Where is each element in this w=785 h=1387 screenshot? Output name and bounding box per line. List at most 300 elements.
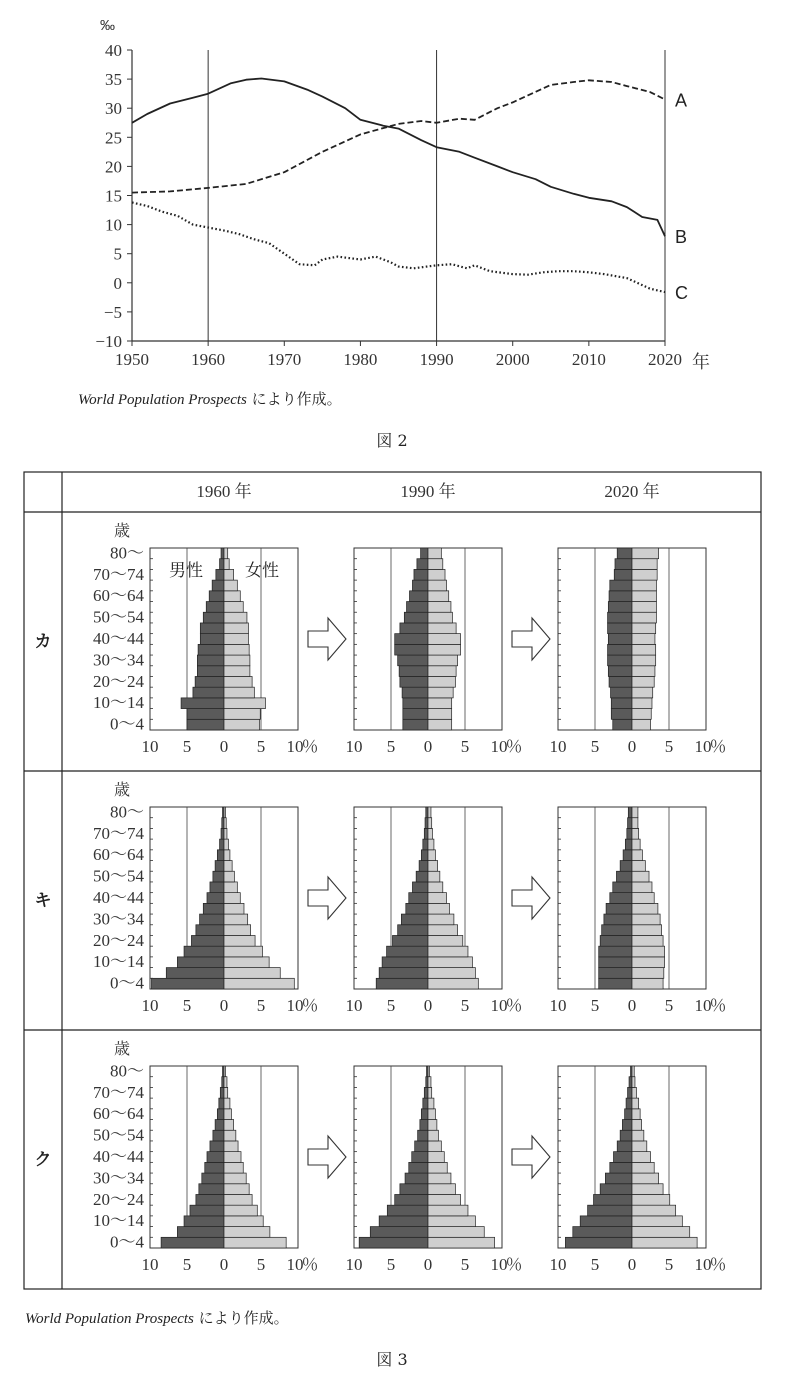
fig3-x-tick-label: 5 [182, 737, 192, 756]
fig3-bar-female [224, 634, 248, 645]
fig3-bar-female [224, 828, 227, 839]
fig3-bar-male [594, 1194, 632, 1205]
fig3-bar-male [412, 1152, 428, 1163]
fig3-bar-female [632, 871, 649, 882]
fig2-ytick-label: 5 [113, 244, 122, 264]
fig3-bar-female [632, 719, 651, 730]
fig3-age-tick-label: 50～54 [93, 1125, 144, 1145]
fig3-bar-female [224, 978, 294, 989]
fig3-age-tick-label: 0～4 [110, 1232, 144, 1252]
fig3-bar-male [609, 591, 632, 602]
fig2-ytick-label: −5 [103, 302, 122, 322]
fig3-bar-female [428, 666, 456, 677]
fig3-x-tick-label: 10 [345, 996, 363, 1015]
fig3-bar-female [632, 1205, 676, 1216]
fig3-bar-female [224, 839, 228, 850]
fig3-bar-female [632, 903, 658, 914]
fig3-bar-female [224, 1077, 227, 1088]
fig3-bar-male [599, 968, 632, 979]
fig3-x-tick-label: 5 [590, 1255, 600, 1274]
fig3-bar-female [224, 623, 248, 634]
fig3-x-tick-label: 10 [286, 737, 304, 756]
fig2-line-chart [0, 0, 785, 380]
fig3-bar-female [224, 807, 225, 818]
fig3-pyramid-2-2 [346, 807, 523, 1015]
fig3-bar-male [409, 1162, 428, 1173]
fig3-bar-male [420, 1120, 428, 1131]
fig3-bar-female [632, 957, 665, 968]
fig3-bar-female [428, 861, 438, 872]
fig3-pyramid-grid [0, 460, 785, 1300]
fig3-bar-male [203, 903, 224, 914]
fig3-bar-male [588, 1205, 632, 1216]
fig3-x-unit: ％ [505, 996, 523, 1015]
fig3-x-unit: ％ [301, 996, 319, 1015]
fig3-bar-male [614, 569, 632, 580]
fig3-bar-male [399, 666, 428, 677]
fig3-bar-male [421, 850, 428, 861]
fig3-bar-female [224, 655, 250, 666]
fig3-x-unit: ％ [505, 1255, 523, 1274]
fig3-bar-male [395, 1194, 428, 1205]
fig3-age-tick-label: 10～14 [93, 952, 144, 972]
fig3-bar-male [200, 623, 224, 634]
fig3-bar-male [376, 978, 428, 989]
fig3-bar-female [632, 1227, 690, 1238]
fig2-x-unit-label: 年 [692, 352, 710, 372]
fig3-bar-male [611, 698, 632, 709]
fig3-age-tick-label: 80～ [110, 1061, 144, 1081]
fig3-x-tick-label: 5 [664, 996, 674, 1015]
fig3-bar-male [212, 580, 224, 591]
fig3-bar-female [632, 623, 656, 634]
fig3-bar-male [600, 1184, 632, 1195]
fig3-bar-male [403, 698, 428, 709]
fig3-age-unit-label: 歳 [113, 782, 131, 799]
fig3-bar-male [191, 935, 224, 946]
fig3-age-tick-label: 20～24 [93, 1189, 144, 1209]
fig3-x-tick-label: 5 [460, 996, 470, 1015]
fig3-bar-male [403, 719, 428, 730]
fig3-bar-male [626, 1098, 632, 1109]
fig3-x-tick-label: 5 [664, 1255, 674, 1274]
fig3-x-tick-label: 0 [219, 737, 229, 756]
fig3-age-tick-label: 80～ [110, 543, 144, 563]
fig3-bar-female [428, 925, 458, 936]
fig3-bar-male [216, 569, 224, 580]
fig3-bar-female [632, 1173, 659, 1184]
fig3-bar-female [224, 871, 234, 882]
fig3-bar-male [610, 580, 632, 591]
fig3-bar-female [224, 893, 240, 904]
fig3-bar-male [400, 1184, 428, 1195]
fig3-bar-female [224, 968, 280, 979]
fig3-bar-female [224, 850, 230, 861]
fig3-age-tick-label: 0～4 [110, 973, 144, 993]
fig3-bar-female [632, 666, 655, 677]
fig3-age-tick-label: 30～34 [93, 909, 144, 929]
fig3-x-tick-label: 10 [345, 1255, 363, 1274]
fig3-bar-female [224, 687, 254, 698]
fig3-bar-female [428, 1184, 455, 1195]
fig3-bar-male [412, 580, 428, 591]
fig3-bar-male [387, 946, 428, 957]
fig3-bar-male [387, 1205, 428, 1216]
fig3-bar-male [197, 655, 224, 666]
fig3-x-tick-label: 5 [664, 737, 674, 756]
fig3-x-tick-label: 0 [423, 996, 433, 1015]
fig3-caption-source: World Population Prospects [25, 1311, 194, 1327]
fig3-arrow-icon [308, 618, 346, 660]
fig3-age-tick-label: 70～74 [93, 1082, 144, 1102]
fig3-x-tick-label: 10 [141, 737, 159, 756]
fig3-bar-male [608, 666, 632, 677]
fig2-ytick-label: 25 [105, 128, 122, 148]
fig3-bar-female [428, 871, 440, 882]
fig2-ytick-label: 40 [105, 41, 122, 60]
fig3-bar-male [608, 644, 632, 655]
fig3-bar-male [580, 1216, 632, 1227]
fig3-bar-female [428, 580, 447, 591]
fig3-pyramid-2-1 [142, 807, 319, 1015]
fig3-bar-female [224, 676, 252, 687]
fig3-bar-female [632, 1237, 697, 1248]
fig3-bar-female [224, 818, 226, 829]
fig3-bar-male [219, 1098, 224, 1109]
fig3-bar-female [224, 602, 243, 613]
fig3-age-tick-label: 60～64 [93, 586, 144, 606]
fig3-bar-female [632, 687, 653, 698]
fig3-bar-male [379, 1216, 428, 1227]
fig3-bar-female [428, 623, 456, 634]
fig3-bar-female [428, 1109, 435, 1120]
fig3-bar-male [625, 839, 632, 850]
fig3-bar-male [418, 1130, 428, 1141]
fig3-bar-male [195, 676, 224, 687]
fig3-column-header: 1990 年 [400, 482, 456, 501]
fig3-bar-female [632, 1141, 647, 1152]
fig3-bar-female [428, 1205, 468, 1216]
fig3-bar-female [632, 978, 663, 989]
fig2-ytick-label: 20 [105, 157, 122, 177]
fig3-x-tick-label: 10 [694, 737, 712, 756]
fig3-bar-male [177, 1227, 224, 1238]
fig3-bar-male [200, 634, 224, 645]
fig3-bar-male [610, 893, 632, 904]
fig3-bar-male [421, 548, 428, 559]
fig3-bar-female [428, 548, 441, 559]
fig3-bar-female [632, 882, 652, 893]
fig3-age-tick-label: 60～64 [93, 1104, 144, 1124]
fig2-ytick-label: 10 [105, 215, 122, 235]
fig3-bar-male [161, 1237, 224, 1248]
fig3-bar-male [622, 1120, 632, 1131]
fig2-xtick-label: 1960 [191, 350, 226, 369]
fig3-x-tick-label: 5 [386, 737, 396, 756]
fig3-bar-male [221, 548, 224, 559]
fig3-x-tick-label: 5 [182, 996, 192, 1015]
fig3-bar-female [632, 861, 645, 872]
fig2-xtick-label: 1980 [343, 350, 378, 369]
fig3-bar-female [632, 1077, 635, 1088]
fig3-bar-female [632, 548, 659, 559]
fig3-bar-female [428, 935, 463, 946]
fig3-x-tick-label: 10 [345, 737, 363, 756]
fig3-bar-female [428, 612, 452, 623]
fig3-age-tick-label: 30～34 [93, 650, 144, 670]
fig3-bar-male [213, 871, 224, 882]
fig3-bar-female [428, 1098, 434, 1109]
fig3-bar-female [632, 1152, 651, 1163]
fig3-column-header: 1960 年 [196, 482, 252, 501]
fig3-bar-male [615, 559, 632, 570]
fig3-bar-male [608, 655, 632, 666]
fig3-bar-male [617, 1141, 632, 1152]
fig3-bar-female [224, 1205, 257, 1216]
fig3-bar-female [428, 828, 432, 839]
fig3-arrow-icon [308, 877, 346, 919]
fig3-x-unit: ％ [301, 1255, 319, 1274]
fig3-bar-male [400, 676, 428, 687]
fig3-age-tick-label: 10～14 [93, 1211, 144, 1231]
fig3-x-tick-label: 0 [423, 1255, 433, 1274]
fig3-bar-male [623, 850, 632, 861]
fig3-bar-female [224, 1066, 225, 1077]
fig3-bar-female [632, 946, 665, 957]
fig3-age-tick-label: 0～4 [110, 714, 144, 734]
fig3-age-tick-label: 50～54 [93, 607, 144, 627]
fig3-bar-male [190, 1205, 224, 1216]
fig2-series-C [132, 203, 665, 293]
fig3-bar-female [224, 1173, 246, 1184]
fig3-bar-male [215, 1120, 224, 1131]
fig3-arrow-icon [308, 1136, 346, 1178]
fig2-ytick-label: 30 [105, 99, 122, 119]
fig3-bar-male [424, 828, 428, 839]
fig3-bar-female [632, 559, 657, 570]
fig3-x-tick-label: 5 [590, 737, 600, 756]
fig3-bar-male [196, 925, 224, 936]
fig3-bar-female [428, 698, 452, 709]
fig3-bar-male [197, 666, 224, 677]
fig3-bar-female [224, 698, 265, 709]
fig3-bar-male [412, 882, 428, 893]
fig3-bar-male [202, 1173, 224, 1184]
fig3-bar-male [608, 634, 632, 645]
fig3-bar-female [224, 719, 260, 730]
fig3-x-tick-label: 0 [219, 1255, 229, 1274]
fig3-bar-female [428, 850, 435, 861]
fig3-x-tick-label: 5 [256, 1255, 266, 1274]
fig2-ytick-label: 35 [105, 70, 122, 90]
fig3-bar-female [224, 1087, 228, 1098]
fig3-x-tick-label: 5 [256, 737, 266, 756]
fig3-x-tick-label: 0 [423, 737, 433, 756]
fig3-bar-female [224, 1098, 230, 1109]
fig3-bar-male [210, 882, 224, 893]
fig3-bar-female [224, 957, 269, 968]
fig3-x-tick-label: 10 [549, 996, 567, 1015]
fig3-x-tick-label: 10 [694, 996, 712, 1015]
fig3-bar-female [632, 602, 656, 613]
fig3-bar-male [199, 1184, 224, 1195]
fig3-bar-female [428, 882, 443, 893]
fig3-bar-female [632, 914, 660, 925]
fig3-bar-male [424, 1087, 428, 1098]
fig3-x-unit: ％ [505, 737, 523, 756]
fig3-bar-male [625, 1109, 632, 1120]
fig3-bar-female [428, 893, 447, 904]
fig3-bar-female [428, 1162, 447, 1173]
fig2-caption-source: World Population Prospects [78, 392, 247, 408]
fig3-bar-female [428, 676, 455, 687]
fig3-bar-male [398, 655, 428, 666]
fig3-bar-female [428, 1130, 438, 1141]
fig3-x-unit: ％ [301, 737, 319, 756]
fig3-bar-female [224, 1227, 270, 1238]
fig3-bar-male [209, 591, 224, 602]
fig2-caption-text: により作成。 [251, 390, 342, 408]
fig3-x-tick-label: 10 [490, 1255, 508, 1274]
fig2-label: 図 2 [376, 431, 408, 450]
fig3-bar-female [428, 1141, 441, 1152]
fig3-bar-male [608, 612, 632, 623]
fig3-bar-female [224, 925, 251, 936]
fig3-bar-female [224, 612, 247, 623]
fig3-bar-female [632, 968, 664, 979]
fig3-bar-female [224, 559, 229, 570]
fig3-x-tick-label: 10 [286, 996, 304, 1015]
fig3-bar-male [370, 1227, 428, 1238]
fig3-bar-female [632, 1066, 634, 1077]
fig3-x-tick-label: 10 [490, 996, 508, 1015]
fig3-bar-male [599, 946, 632, 957]
fig2-series-A [132, 80, 665, 192]
fig3-bar-female [428, 709, 452, 720]
fig3-x-tick-label: 5 [182, 1255, 192, 1274]
fig3-row-label: ク [34, 1150, 52, 1170]
fig2-xtick-label: 1970 [267, 350, 302, 369]
fig3-bar-female [428, 1152, 444, 1163]
fig3-bar-male [401, 914, 428, 925]
fig3-bar-female [428, 1173, 451, 1184]
fig3-x-tick-label: 0 [627, 996, 637, 1015]
fig3-bar-male [616, 871, 632, 882]
fig3-bar-male [602, 925, 632, 936]
fig3-x-tick-label: 5 [460, 737, 470, 756]
fig3-x-tick-label: 0 [219, 996, 229, 1015]
fig3-bar-female [632, 1184, 663, 1195]
fig2-series-B [132, 79, 665, 237]
fig3-age-tick-label: 70～74 [93, 823, 144, 843]
fig2-caption [78, 388, 342, 409]
fig3-bar-female [428, 968, 475, 979]
fig3-bar-female [224, 666, 250, 677]
fig3-bar-male [417, 559, 428, 570]
fig3-bar-male [405, 1173, 428, 1184]
fig3-bar-male [627, 828, 632, 839]
fig3-bar-male [409, 893, 428, 904]
fig3-bar-male [187, 719, 224, 730]
fig3-bar-female [428, 687, 453, 698]
fig2-series-label-B: B [675, 227, 688, 248]
fig3-x-tick-label: 5 [590, 996, 600, 1015]
fig3-bar-female [632, 935, 663, 946]
fig3-bar-male [610, 1162, 632, 1173]
fig3-bar-male [392, 935, 428, 946]
fig3-bar-female [428, 818, 432, 829]
fig3-age-tick-label: 40～44 [93, 888, 144, 907]
fig3-bar-male [382, 957, 428, 968]
fig3-bar-female [632, 850, 642, 861]
fig3-bar-female [428, 1237, 495, 1248]
fig3-row-label: キ [34, 891, 52, 911]
fig3-bar-male [151, 978, 224, 989]
fig3-bar-female [632, 644, 656, 655]
fig3-bar-female [632, 893, 654, 904]
fig3-bar-female [632, 1130, 644, 1141]
fig3-arrow-icon [512, 877, 550, 919]
fig3-bar-female [632, 580, 656, 591]
fig3-bar-male [419, 861, 428, 872]
fig3-caption-text: により作成。 [198, 1309, 289, 1327]
fig3-bar-male [604, 914, 632, 925]
fig3-bar-male [410, 591, 429, 602]
fig3-x-tick-label: 10 [141, 996, 159, 1015]
fig3-bar-male [198, 644, 224, 655]
fig3-bar-male [395, 644, 428, 655]
fig2-series-label-C: C [675, 283, 688, 304]
fig3-bar-female [632, 698, 652, 709]
fig3-bar-female [632, 839, 640, 850]
fig3-bar-male [628, 1087, 632, 1098]
fig3-bar-male [605, 1173, 632, 1184]
fig3-bar-female [224, 946, 262, 957]
fig3-pyramid-3-1 [142, 1066, 319, 1274]
fig3-bar-male [611, 687, 632, 698]
fig3-age-unit-label: 歳 [113, 1041, 131, 1058]
fig3-bar-male [398, 925, 428, 936]
fig3-bar-female [224, 1216, 263, 1227]
fig3-bar-male [213, 1130, 224, 1141]
fig3-age-tick-label: 20～24 [93, 930, 144, 950]
fig3-bar-male [608, 623, 632, 634]
fig3-bar-female [632, 655, 656, 666]
fig3-bar-male [205, 1162, 224, 1173]
fig3-bar-male [220, 559, 224, 570]
fig3-bar-female [428, 946, 468, 957]
fig3-x-tick-label: 5 [386, 996, 396, 1015]
fig3-bar-female [224, 548, 228, 559]
fig2-xtick-label: 1990 [419, 350, 454, 369]
fig2-series-label-A: A [675, 90, 688, 111]
fig3-age-tick-label: 70～74 [93, 564, 144, 584]
fig2-ytick-label: −10 [95, 332, 122, 351]
fig3-bar-female [224, 1109, 231, 1120]
fig3-bar-female [632, 676, 654, 687]
fig2-ytick-label: 0 [113, 273, 122, 293]
fig3-bar-male [404, 612, 428, 623]
fig3-bar-female [224, 903, 244, 914]
fig3-bar-male [184, 946, 224, 957]
fig3-x-tick-label: 10 [141, 1255, 159, 1274]
fig3-bar-female [224, 1237, 286, 1248]
fig3-bar-female [428, 1216, 475, 1227]
fig3-age-tick-label: 10～14 [93, 693, 144, 713]
fig3-bar-female [632, 1109, 640, 1120]
fig3-x-tick-label: 5 [386, 1255, 396, 1274]
fig3-bar-male [620, 1130, 632, 1141]
